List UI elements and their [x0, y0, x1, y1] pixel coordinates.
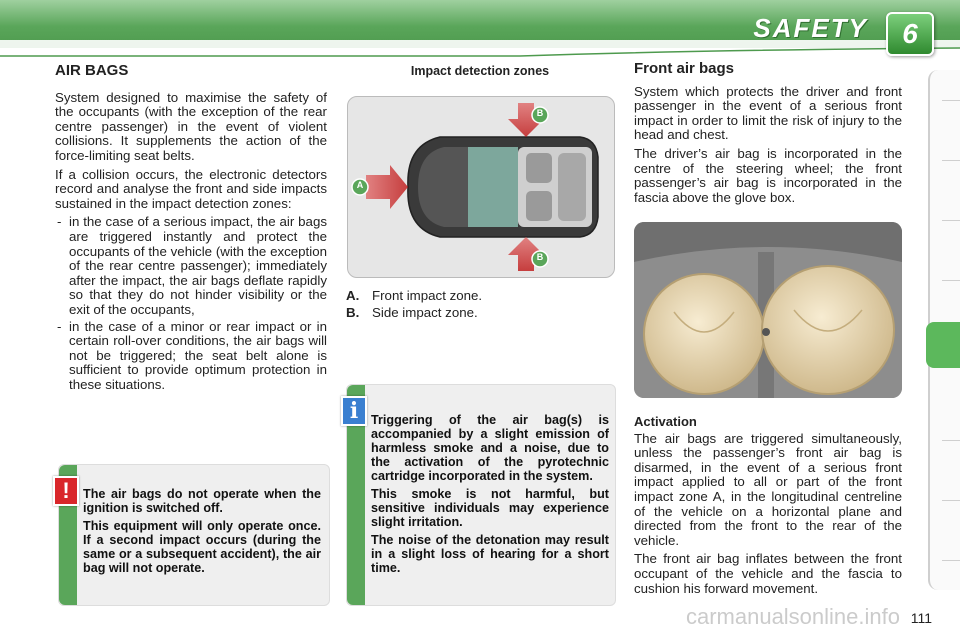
- inflated-airbags-photo: [634, 222, 902, 398]
- legend-item-a: [346, 288, 482, 303]
- info-icon: i: [341, 396, 367, 426]
- zone-label-a: A: [356, 180, 364, 190]
- figure-title: Impact detection zones: [410, 64, 550, 78]
- tab-divider: [942, 560, 960, 561]
- warning-text: The air bags do not operate when the ignition is switched off.: [83, 487, 321, 515]
- tab-divider: [942, 220, 960, 221]
- car-diagram: [348, 97, 614, 277]
- activation-section: [634, 415, 902, 600]
- legend-text: Side impact zone.: [372, 305, 478, 320]
- tab-divider: [942, 100, 960, 101]
- section-title: SAFETY: [753, 13, 868, 43]
- legend-item-b: [346, 305, 478, 320]
- legend-key: A.: [346, 288, 360, 303]
- warning-note: [58, 464, 330, 606]
- tab-divider: [942, 160, 960, 161]
- paragraph: The front air bag inflates between the front occupant of the vehicle and the fascia to cushion his forward movement.: [634, 551, 902, 596]
- air-bags-heading: AIR BAGS: [55, 62, 129, 79]
- info-text: Triggering of the air bag(s) is accompanied by a slight emission of harmless smoke and a noise, due to the activation of the pyrotechnic cartridge incorporated in the system.: [371, 413, 609, 483]
- front-air-bags-heading: Front air bags: [634, 60, 735, 77]
- front-air-bags-section: [634, 62, 902, 209]
- warning-icon: !: [53, 476, 79, 506]
- impact-zones-figure: [347, 96, 615, 278]
- list-item: - in the case of a serious impact, the air bags are triggered instantly and protect the occupants of the vehicle (with the exception of the rear centre passenger); immediately after the impact, the air bags deflate rapidly so that they do not hinder visibility or the exit of the occupants,: [55, 215, 327, 317]
- paragraph: System designed to maximise the safety of the occupants (with the exception of the rear centre passenger) in the event of violent collisions. It supplements the action of the force-limiting seat belts.: [55, 89, 327, 163]
- info-note: [346, 384, 616, 606]
- page-number: 111: [910, 610, 932, 626]
- paragraph: If a collision occurs, the electronic detectors record and analyse the front and side impacts sustained in the impact detection zones:: [55, 166, 327, 211]
- activation-heading: Activation: [634, 414, 697, 429]
- impact-list: [55, 215, 327, 392]
- tab-divider: [942, 500, 960, 501]
- paragraph: The air bags are triggered simultaneously, unless the passenger’s front air bag is disarmed, in the event of a serious front impact applied to all or part of the front impact zone A, in the longitudinal centreline of the vehicle on a horizontal plane and directed from the front to the rear of the vehicle.: [634, 430, 902, 548]
- tab-divider: [942, 280, 960, 281]
- airbags-illustration: [634, 222, 902, 398]
- chapter-number-badge: 6: [886, 12, 934, 56]
- legend-text: Front impact zone.: [372, 288, 483, 303]
- left-column: [55, 64, 327, 394]
- warning-note-text: [83, 487, 321, 579]
- active-chapter-tab: [926, 322, 960, 368]
- info-text: This smoke is not harmful, but sensitive individuals may experience slight irritation.: [371, 487, 609, 529]
- legend-key: B.: [346, 305, 360, 320]
- list-item: - in the case of a minor or rear impact or in certain roll-over conditions, the air bags will not be triggered; the seat belt alone is sufficient to provide optimum protection in these situations.: [55, 320, 327, 393]
- warning-text: This equipment will only operate once. If a second impact occurs (during the same or a subsequent accident), the air bag will not operate.: [83, 519, 321, 575]
- zone-label-b-bottom: B: [536, 252, 544, 262]
- zone-label-b-top: B: [536, 108, 544, 118]
- paragraph: System which protects the driver and front passenger in the event of a serious front impact in order to limit the risk of injury to the head and chest.: [634, 83, 902, 143]
- info-text: The noise of the detonation may result in a slight loss of hearing for a short time.: [371, 533, 609, 575]
- info-note-text: [371, 413, 609, 579]
- paragraph: The driver’s air bag is incorporated in the centre of the steering wheel; the front passenger’s air bag is incorporated in the fascia above the glove box.: [634, 145, 902, 205]
- tab-divider: [942, 440, 960, 441]
- watermark-text: carmanualsonline.info: [685, 604, 900, 629]
